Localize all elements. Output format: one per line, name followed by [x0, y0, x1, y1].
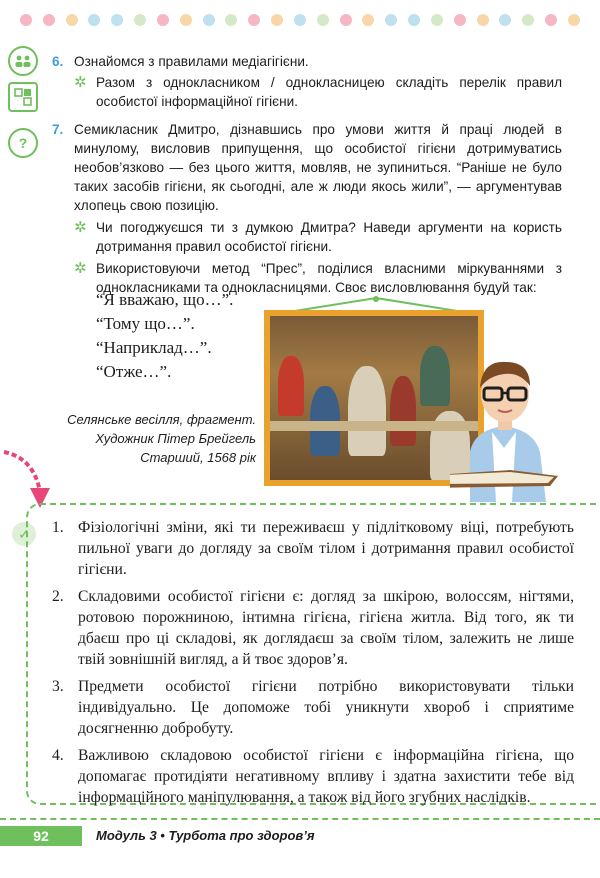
header-dot	[20, 14, 32, 26]
star-bullet-icon: ✲	[74, 260, 87, 277]
task-7-sub-1	[52, 218, 562, 256]
task-sub-text: Разом з однокласником / однокласницею складіть перелік правил особистої інформаційної гігієни.	[96, 75, 562, 109]
summary-box	[26, 503, 598, 805]
caption-line-1: Селянське весілля, фрагмент.	[67, 412, 256, 427]
header-dot	[225, 14, 237, 26]
task-text: Семикласник Дмитро, дізнавшись про умови життя й праці людей в минулому, висловив припущення, що особистої гігієни дотримуватись необов’язково — без цього життя, мовляв, не зупиниться. “Раніше не було таких засобів гігієни, як сьогодні, але ж люди якось жили”, — аргументував хлопець свою позицію.	[74, 122, 562, 213]
header-dot	[454, 14, 466, 26]
item-text: Предмети особистої гігієни потрібно використовувати тільки індивідуально. Це допоможе тобі уникнути хвороб і сприятиме досягненню добробуту.	[78, 678, 574, 737]
header-dot	[134, 14, 146, 26]
header-dot	[111, 14, 123, 26]
header-dot	[499, 14, 511, 26]
header-dot	[66, 14, 78, 26]
header-dot	[203, 14, 215, 26]
header-dot	[340, 14, 352, 26]
header-dot	[294, 14, 306, 26]
footer-divider	[0, 818, 600, 822]
header-dot	[545, 14, 557, 26]
group-work-icon	[8, 46, 38, 76]
item-number: 3.	[52, 678, 64, 695]
phrase-4: “Отже…”.	[96, 362, 172, 381]
phrase-2: “Тому що…”.	[96, 314, 195, 333]
header-dot	[271, 14, 283, 26]
page-number: 92	[0, 826, 82, 846]
header-dot	[248, 14, 260, 26]
task-6-sub-1	[52, 73, 562, 111]
item-number: 4.	[52, 747, 64, 764]
check-icon: ✓	[12, 522, 36, 546]
item-text: Складовими особистої гігієни є: догляд за шкірою, волоссям, нігтями, ротовою порожниною, інтимна гігієна, гігієна житла. Від того, як ти дбаєш про ці складові, як доглядаєш за своїм тілом, залежить не лише твій зовнішній вигляд, а й твоє здоров’я.	[78, 588, 574, 668]
page-footer	[0, 826, 600, 848]
phrase-1: “Я вважаю, що…”.	[96, 290, 234, 309]
header-dot	[317, 14, 329, 26]
task-sub-text: Використовуючи метод “Прес”, поділися власними міркуваннями з однокласниками та однокласницями. Своє висловлювання будуй так:	[96, 261, 562, 295]
summary-item	[52, 676, 574, 739]
header-dot	[408, 14, 420, 26]
header-dot	[157, 14, 169, 26]
task-number: 6.	[52, 54, 64, 69]
task-7	[52, 120, 562, 297]
header-dot	[385, 14, 397, 26]
module-title: Модуль 3 • Турбота про здоров’я	[96, 828, 315, 843]
question-icon: ?	[8, 128, 38, 158]
task-text: Ознайомся з правилами медіагігієни.	[74, 54, 309, 69]
header-dot	[362, 14, 374, 26]
header-dot	[431, 14, 443, 26]
press-method-phrases	[96, 288, 233, 384]
summary-item	[52, 745, 574, 808]
header-dot	[477, 14, 489, 26]
summary-item	[52, 517, 574, 580]
summary-list	[28, 505, 598, 808]
boy-with-book-illustration	[450, 352, 558, 502]
task-sub-text: Чи погоджуєшся ти з думкою Дмитра? Наведи аргументи на користь дотримання правил особистої гігієни.	[96, 220, 562, 254]
header-dot	[522, 14, 534, 26]
caption-line-3: Старший, 1568 рік	[140, 450, 256, 465]
summary-item	[52, 586, 574, 670]
header-dot	[180, 14, 192, 26]
star-bullet-icon: ✲	[74, 219, 87, 236]
pair-work-icon	[8, 82, 38, 112]
item-text: Важливою складовою особистої гігієни є інформаційна гігієна, що допомагає протидіяти негативному впливу і здатна захистити тебе від інформаційного маніпулювання, а також від його згубних наслідків.	[78, 747, 574, 806]
peasant-wedding-painting	[270, 316, 478, 480]
header-dots	[20, 14, 580, 28]
phrase-3: “Наприклад…”.	[96, 338, 212, 357]
task-number: 7.	[52, 122, 64, 137]
header-dot	[43, 14, 55, 26]
task-6	[52, 52, 562, 111]
item-number: 1.	[52, 519, 64, 536]
item-text: Фізіологічні зміни, які ти переживаєш у підлітковому віці, потребують пильної уваги до догляду за своїм тілом і дотримання правил особистої гігієни.	[78, 519, 574, 578]
caption-line-2: Художник Пітер Брейгель	[95, 431, 256, 446]
star-bullet-icon: ✲	[74, 74, 87, 91]
painting-caption	[60, 410, 256, 467]
header-dot	[568, 14, 580, 26]
item-number: 2.	[52, 588, 64, 605]
header-dot	[88, 14, 100, 26]
side-icons	[8, 46, 38, 164]
